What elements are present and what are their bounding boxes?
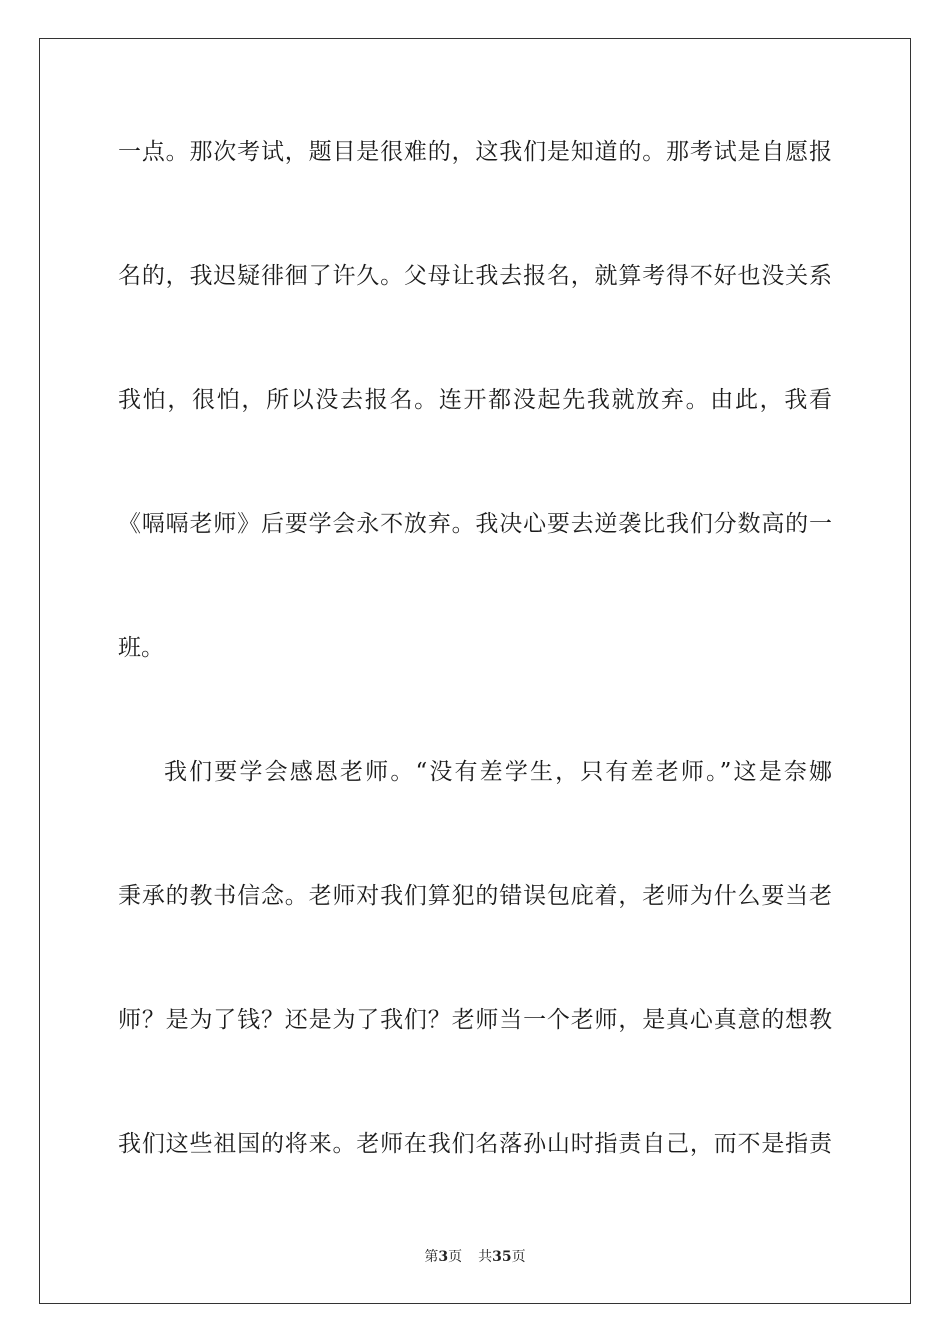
text-line-6: 我们要学会感恩老师。“没有差学生，只有差老师。”这是奈娜 [164,759,832,785]
text-line-8: 师？是为了钱？还是为了我们？老师当一个老师，是真心真意的想教 [118,1007,832,1033]
text-line-4: 《嗝嗝老师》后要学会永不放弃。我决心要去逆袭比我们分数高的一 [118,511,832,537]
text-line-5: 班。 [118,635,164,661]
text-line-3: 我怕，很怕，所以没去报名。连开都没起先我就放弃。由此，我看 [118,387,832,413]
page-suffix: 页 [448,1249,463,1265]
text-line-7: 秉承的教书信念。老师对我们算犯的错误包庇着，老师为什么要当老 [118,883,832,909]
text-line-2: 名的，我迟疑徘徊了许久。父母让我去报名，就算考得不好也没关系 [118,263,832,289]
total-pages: 35 [492,1249,512,1265]
page-footer [0,1248,950,1266]
text-line-1: 一点。那次考试，题目是很难的，这我们是知道的。那考试是自愿报 [118,139,832,165]
total-suffix: 页 [511,1249,526,1265]
page-number: 3 [438,1249,449,1265]
total-prefix: 共 [478,1249,493,1265]
page-border [39,38,911,1304]
text-line-9: 我们这些祖国的将来。老师在我们名落孙山时指责自己，而不是指责 [118,1131,832,1157]
page-prefix: 第 [424,1249,439,1265]
